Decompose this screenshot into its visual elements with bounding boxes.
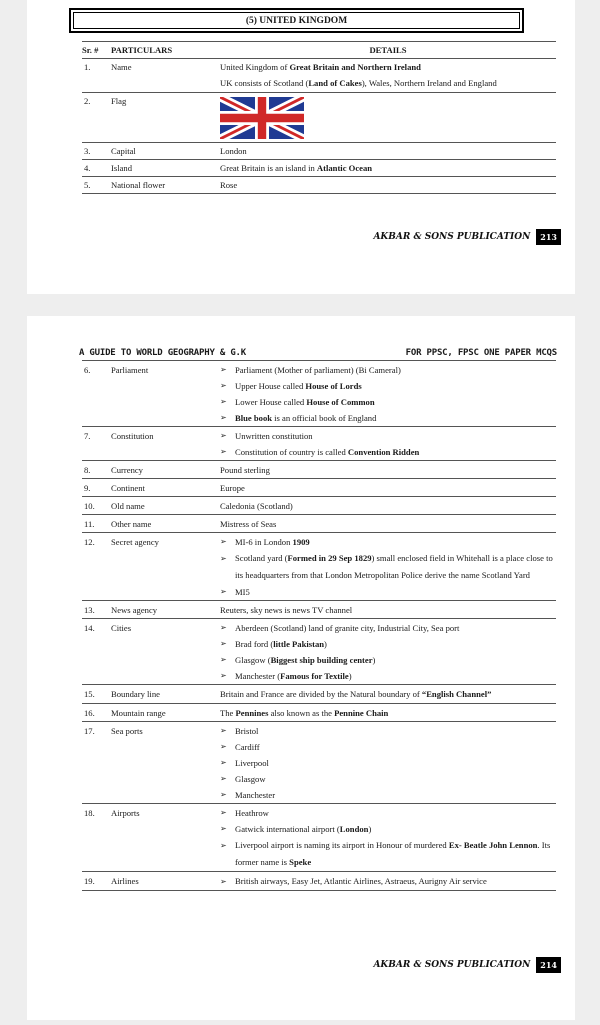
table-row — [82, 427, 556, 461]
row-label: Capital — [111, 143, 220, 160]
bullet-item: ➢ Brad ford (little Pakistan) — [220, 636, 556, 652]
header-details: DETAILS — [220, 42, 556, 59]
table-row — [82, 361, 556, 427]
union-jack-flag-image — [220, 97, 304, 139]
table-row — [82, 160, 556, 177]
page-footer — [373, 957, 561, 973]
row-label: Mountain range — [111, 704, 220, 722]
header-particulars: PARTICULARS — [111, 42, 220, 59]
row-label: Currency — [111, 461, 220, 479]
bullet-item: ➢ Glasgow — [220, 771, 556, 787]
bullet-item: ➢ MI-6 in London 1909 — [220, 534, 556, 550]
table-row — [82, 497, 556, 515]
row-details — [220, 533, 556, 601]
page-number: 214 — [536, 957, 561, 973]
row-number: 1. — [82, 59, 111, 93]
row-label: Airports — [111, 804, 220, 872]
row-details: Caledonia (Scotland) — [220, 497, 556, 515]
table-row — [82, 59, 556, 93]
bullet-item: ➢ Manchester — [220, 787, 556, 803]
bullet-item: ➢ Cardiff — [220, 739, 556, 755]
section-title-box — [69, 8, 524, 33]
row-details — [220, 619, 556, 685]
row-number: 14. — [82, 619, 111, 685]
header-right: FOR PPSC, FPSC ONE PAPER MCQS — [405, 348, 557, 358]
row-details — [220, 59, 556, 93]
row-number: 8. — [82, 461, 111, 479]
row-label: Secret agency — [111, 533, 220, 601]
bullet-item: ➢ Scotland yard (Formed in 29 Sep 1829) small enclosed field in Whitehall is a place close to its headquarters from that London Metropolitan Police derive the name Scotland Yard — [220, 550, 556, 584]
row-label: Continent — [111, 479, 220, 497]
row-details — [220, 93, 556, 143]
row-details — [220, 872, 556, 891]
row-number: 12. — [82, 533, 111, 601]
row-number: 2. — [82, 93, 111, 143]
row-details: Reuters, sky news is news TV channel — [220, 601, 556, 619]
table-row — [82, 619, 556, 685]
table-row — [82, 804, 556, 872]
row-number: 5. — [82, 177, 111, 194]
row-number: 4. — [82, 160, 111, 177]
row-number: 15. — [82, 685, 111, 704]
bullet-item: ➢ Upper House called House of Lords — [220, 378, 556, 394]
row-label: Constitution — [111, 427, 220, 461]
table-row — [82, 93, 556, 143]
table-row — [82, 461, 556, 479]
publisher-name: AKBAR & SONS PUBLICATION — [373, 232, 531, 242]
bullet-item: ➢ Parliament (Mother of parliament) (Bi Cameral) — [220, 362, 556, 378]
table-row — [82, 704, 556, 722]
page-213 — [27, 0, 575, 294]
bullet-item: ➢ Blue book is an official book of England — [220, 410, 556, 426]
row-details: Pound sterling — [220, 461, 556, 479]
row-details — [220, 722, 556, 804]
row-label: Sea ports — [111, 722, 220, 804]
table-row — [82, 872, 556, 891]
row-details — [220, 804, 556, 872]
bullet-item: ➢ Bristol — [220, 723, 556, 739]
row-label: Other name — [111, 515, 220, 533]
detail-line: United Kingdom of Great Britain and Northern Ireland — [220, 62, 421, 72]
row-label: Flag — [111, 93, 220, 143]
row-details: The Pennines also known as the Pennine Chain — [220, 704, 556, 722]
bullet-item: ➢ Liverpool airport is naming its airport in Honour of murdered Ex- Beatle John Lennon. Its former name is Speke — [220, 837, 556, 871]
header-left: A GUIDE TO WORLD GEOGRAPHY & G.K — [79, 348, 246, 358]
bullet-item: ➢ Unwritten constitution — [220, 428, 556, 444]
header-sr: Sr. # — [82, 42, 111, 59]
bullet-item: ➢ MI5 — [220, 584, 556, 600]
table-row — [82, 177, 556, 194]
table-row — [82, 722, 556, 804]
row-details — [220, 427, 556, 461]
uk-table-part2 — [82, 360, 556, 891]
section-title: (5) UNITED KINGDOM — [73, 12, 520, 29]
row-details: London — [220, 143, 556, 160]
running-header — [79, 348, 557, 358]
table-row — [82, 143, 556, 160]
uk-table-part1 — [82, 41, 556, 194]
row-details: Europe — [220, 479, 556, 497]
row-number: 10. — [82, 497, 111, 515]
row-details: Rose — [220, 177, 556, 194]
row-number: 13. — [82, 601, 111, 619]
row-label: Island — [111, 160, 220, 177]
bullet-item: ➢ Manchester (Famous for Textile) — [220, 668, 556, 684]
page-214 — [27, 316, 575, 1020]
row-number: 18. — [82, 804, 111, 872]
row-label: Airlines — [111, 872, 220, 891]
bullet-item: ➢ Heathrow — [220, 805, 556, 821]
row-number: 9. — [82, 479, 111, 497]
row-number: 16. — [82, 704, 111, 722]
row-label: Boundary line — [111, 685, 220, 704]
table-row — [82, 533, 556, 601]
bullet-item: ➢ British airways, Easy Jet, Atlantic Airlines, Astraeus, Aurigny Air service — [220, 873, 556, 890]
table-row — [82, 601, 556, 619]
bullet-item: ➢ Glasgow (Biggest ship building center) — [220, 652, 556, 668]
row-label: National flower — [111, 177, 220, 194]
row-label: Parliament — [111, 361, 220, 427]
bullet-item: ➢ Gatwick international airport (London) — [220, 821, 556, 837]
detail-line: UK consists of Scotland (Land of Cakes), Wales, Northern Ireland and England — [220, 78, 497, 88]
row-label: Name — [111, 59, 220, 93]
bullet-item: ➢ Liverpool — [220, 755, 556, 771]
bullet-item: ➢ Aberdeen (Scotland) land of granite city, Industrial City, Sea port — [220, 620, 556, 636]
row-details: Mistress of Seas — [220, 515, 556, 533]
page-number: 213 — [536, 229, 561, 245]
row-label: News agency — [111, 601, 220, 619]
row-details: Great Britain is an island in Atlantic Ocean — [220, 160, 556, 177]
table-row — [82, 479, 556, 497]
table-row — [82, 685, 556, 704]
page-footer — [373, 229, 561, 245]
row-label: Cities — [111, 619, 220, 685]
row-number: 7. — [82, 427, 111, 461]
row-number: 19. — [82, 872, 111, 891]
row-number: 17. — [82, 722, 111, 804]
table-row — [82, 515, 556, 533]
row-details — [220, 361, 556, 427]
bullet-item: ➢ Constitution of country is called Convention Ridden — [220, 444, 556, 460]
row-number: 3. — [82, 143, 111, 160]
row-number: 6. — [82, 361, 111, 427]
row-number: 11. — [82, 515, 111, 533]
row-label: Old name — [111, 497, 220, 515]
bullet-item: ➢ Lower House called House of Common — [220, 394, 556, 410]
publisher-name: AKBAR & SONS PUBLICATION — [373, 960, 531, 970]
table-header-row — [82, 42, 556, 59]
row-details: Britain and France are divided by the Natural boundary of “English Channel” — [220, 685, 556, 704]
